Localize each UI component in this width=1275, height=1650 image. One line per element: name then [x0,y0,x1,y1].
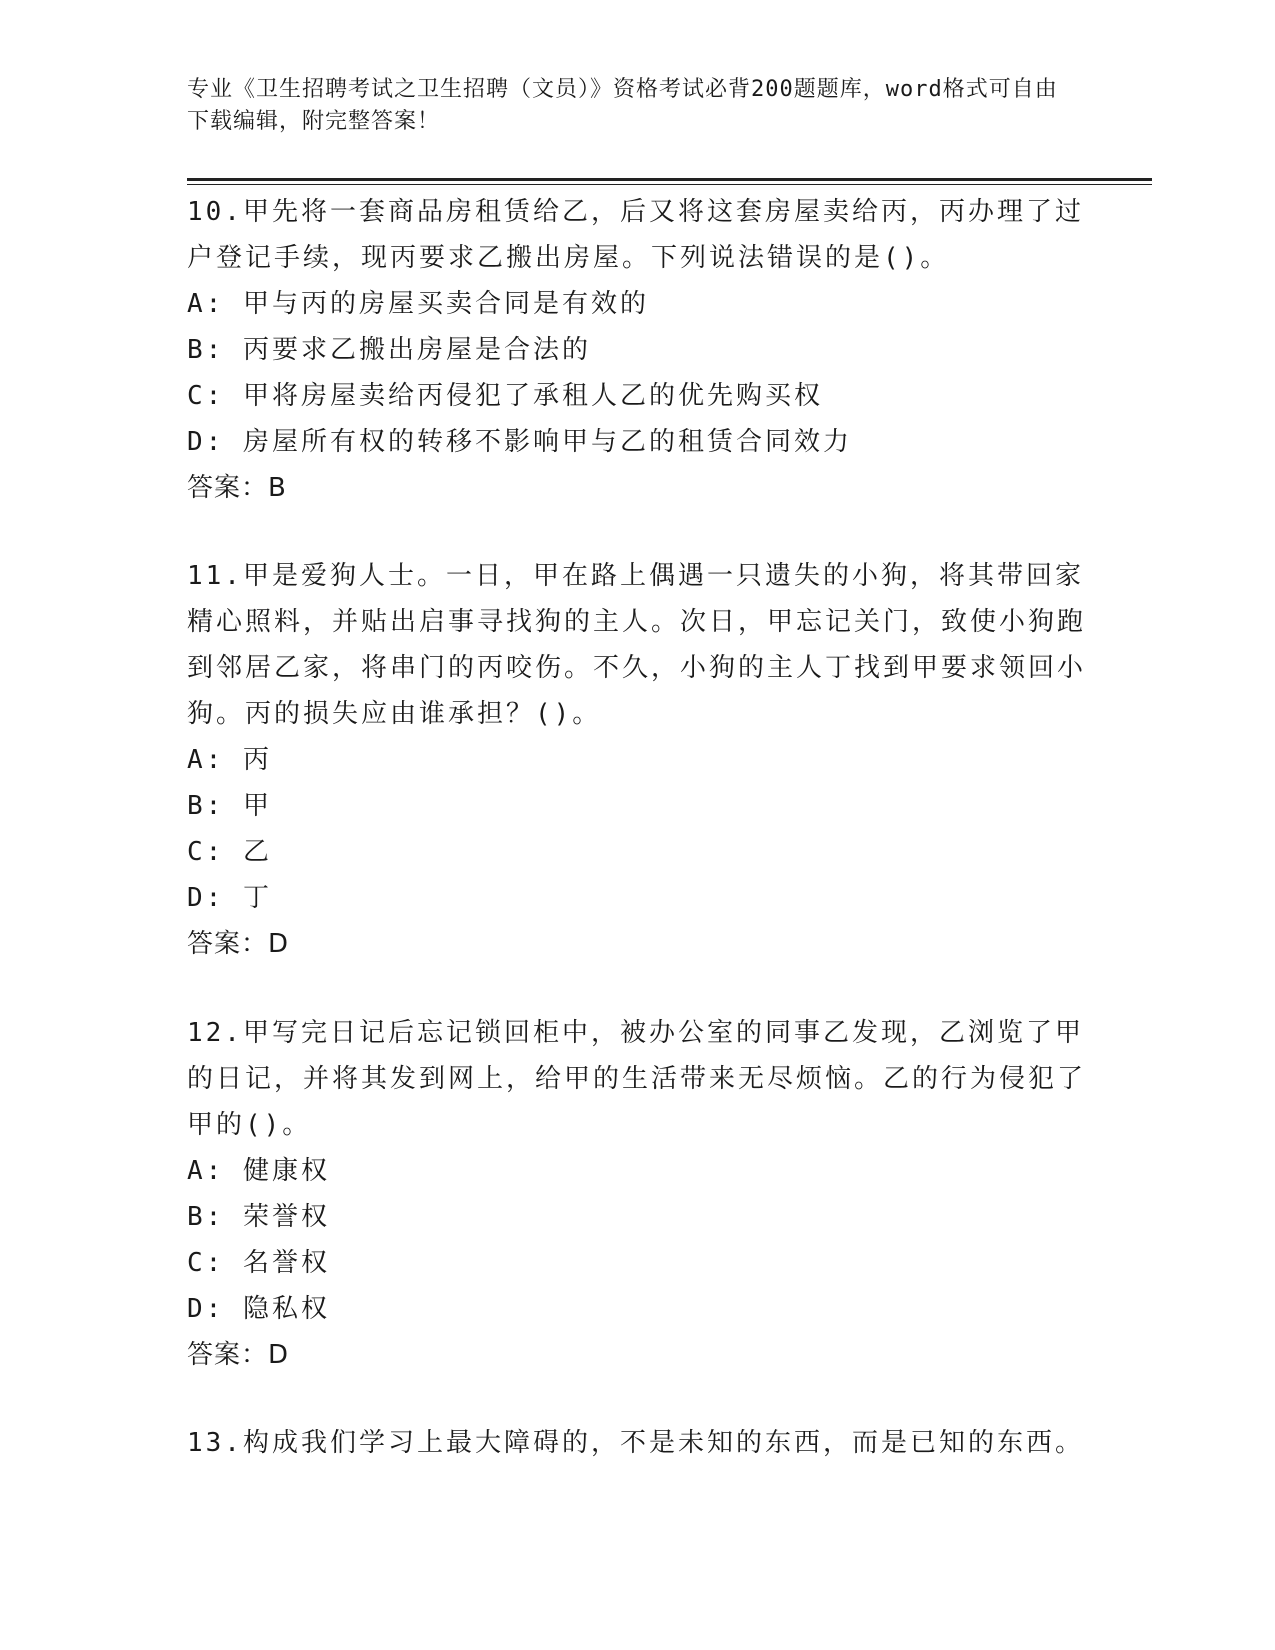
option-d: D: 房屋所有权的转移不影响甲与乙的租赁合同效力 [187,427,852,457]
option-b: B: 丙要求乙搬出房屋是合法的 [187,335,591,365]
question-11 [187,553,1087,967]
option-a: A: 甲与丙的房屋买卖合同是有效的 [187,289,649,319]
question-stem: 10.甲先将一套商品房租赁给乙，后又将这套房屋卖给丙，丙办理了过户登记手续，现丙要求乙搬出房屋。下列说法错误的是()。 [187,197,1084,273]
answer-line: 答案：D [187,1340,290,1370]
answer-line: 答案：D [187,929,290,959]
option-c: C: 名誉权 [187,1248,330,1278]
option-c: C: 甲将房屋卖给丙侵犯了承租人乙的优先购买权 [187,381,823,411]
question-10 [187,189,1087,511]
option-c: C: 乙 [187,837,272,867]
option-a: A: 丙 [187,745,272,775]
option-b: B: 荣誉权 [187,1202,330,1232]
answer-line: 答案：B [187,473,287,503]
option-b: B: 甲 [187,791,272,821]
question-stem: 11.甲是爱狗人士。一日，甲在路上偶遇一只遗失的小狗，将其带回家精心照料，并贴出启事寻找狗的主人。次日，甲忘记关门，致使小狗跑到邻居乙家，将串门的丙咬伤。不久，小狗的主人丁找到甲要求领回小狗。丙的损失应由谁承担？()。 [187,561,1087,729]
option-a: A: 健康权 [187,1156,330,1186]
option-d: D: 隐私权 [187,1294,330,1324]
question-stem: 13.构成我们学习上最大障碍的，不是未知的东西，而是已知的东西。 [187,1428,1084,1458]
question-13 [187,1420,1087,1466]
question-stem: 12.甲写完日记后忘记锁回柜中，被办公室的同事乙发现，乙浏览了甲的日记，并将其发到网上，给甲的生活带来无尽烦恼。乙的行为侵犯了甲的()。 [187,1018,1087,1140]
question-12 [187,1010,1087,1378]
header-rule-thick [187,178,1152,181]
document-header: 专业《卫生招聘考试之卫生招聘（文员）》资格考试必背200题题库，word格式可自由下载编辑，附完整答案！ [187,77,1058,134]
header-rule-thin [187,184,1152,185]
option-d: D: 丁 [187,883,272,913]
